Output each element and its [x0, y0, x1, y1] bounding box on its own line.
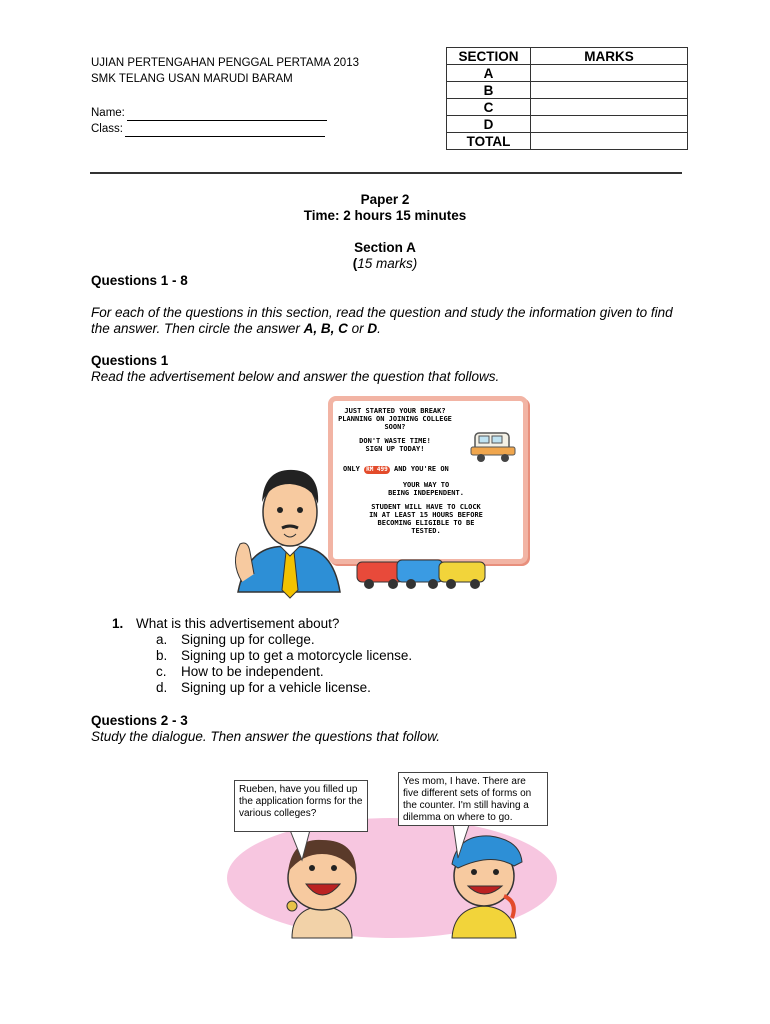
q1-instruction: Read the advertisement below and answer the question that follows.: [91, 369, 500, 384]
ad-line: SIGN UP TODAY!: [365, 445, 425, 453]
marks-table: [446, 47, 688, 150]
option-text: How to be independent.: [181, 664, 324, 679]
option-text: Signing up to get a motorcycle license.: [181, 648, 413, 663]
option-letter: c.: [156, 664, 167, 679]
marks-row-label: D: [447, 116, 531, 133]
q1-heading: Questions 1: [91, 353, 169, 368]
instructions-end: .: [377, 321, 381, 336]
son-speech-bubble: Yes mom, I have. There are five different sets of forms on the counter. I'm still having a dilemma on where to go.: [398, 772, 548, 826]
option-b[interactable]: [112, 648, 412, 664]
questions-range-heading: Questions 1 - 8: [91, 273, 188, 288]
ad-line: JUST STARTED YOUR BREAK?: [344, 407, 446, 415]
marks-cell[interactable]: [531, 116, 688, 133]
marks-open-paren: (: [352, 256, 358, 271]
name-label: Name:: [91, 107, 125, 119]
name-field[interactable]: [127, 108, 327, 121]
ad-line: BECOMING ELIGIBLE TO BE: [377, 519, 475, 527]
paper-title: Paper 2: [360, 192, 410, 207]
mom-speech-bubble: Rueben, have you filled up the application forms for the various colleges?: [234, 780, 368, 832]
option-text: Signing up for college.: [181, 632, 315, 647]
name-field-row: [91, 105, 327, 121]
question-number: 1.: [112, 616, 124, 631]
option-letter: a.: [156, 632, 168, 647]
exam-title: UJIAN PERTENGAHAN PENGGAL PERTAMA 2013: [91, 57, 359, 69]
ad-line: IN AT LEAST 15 HOURS BEFORE: [369, 511, 483, 519]
section-marks: [0, 256, 770, 272]
paper-time: Time: 2 hours 15 minutes: [303, 208, 467, 223]
instructions-options: A, B, C: [303, 321, 348, 336]
ad-price-line: [343, 465, 513, 474]
marks-row-label: B: [447, 82, 531, 99]
ad-text-top: [335, 407, 455, 453]
question-1: [112, 616, 412, 696]
option-letter: b.: [156, 648, 168, 663]
ad-line: BEING INDEPENDENT.: [388, 489, 464, 497]
price-stamp: RM 499: [366, 466, 388, 473]
option-d[interactable]: [112, 680, 412, 696]
q2-instruction: Study the dialogue. Then answer the questions that follow.: [91, 729, 440, 744]
ad-line: TESTED.: [411, 527, 441, 535]
marks-cell[interactable]: [531, 82, 688, 99]
option-letter: d.: [156, 680, 168, 695]
option-c[interactable]: [112, 664, 412, 680]
ad-line: PLANNING ON JOINING COLLEGE: [338, 415, 452, 423]
question-1-stem: [112, 616, 412, 632]
marks-row-label: A: [447, 65, 531, 82]
ad-and: AND YOU'RE ON: [393, 465, 449, 473]
ad-line: SOON?: [384, 423, 406, 431]
ad-board: [328, 396, 528, 564]
instructions-or: or: [347, 321, 368, 336]
ad-text-bottom: [341, 481, 511, 535]
cars-row-icon: [353, 552, 513, 592]
marks-row-label: C: [447, 99, 531, 116]
advertisement-illustration: [228, 392, 528, 592]
header-divider: [90, 172, 682, 174]
ad-line: DON'T WASTE TIME!: [359, 437, 431, 445]
header-school-block: [91, 55, 359, 87]
instructions-text: For each of the questions in this section, read the question and study the information given to find the answer. Then circle the answer: [91, 305, 673, 336]
ad-only: ONLY: [343, 465, 360, 473]
marks-text: 15 marks): [357, 256, 418, 271]
ad-car-icon: [469, 425, 519, 465]
marks-cell[interactable]: [531, 133, 688, 150]
marks-cell[interactable]: [531, 65, 688, 82]
student-fields: [91, 105, 327, 137]
dialogue-illustration: [222, 768, 557, 943]
class-label: Class:: [91, 123, 123, 135]
class-field[interactable]: [125, 124, 325, 137]
school-name: SMK TELANG USAN MARUDI BARAM: [91, 73, 293, 85]
class-field-row: [91, 121, 327, 137]
ad-line: STUDENT WILL HAVE TO CLOCK: [371, 503, 481, 511]
ad-line: YOUR WAY TO: [402, 481, 450, 489]
instructions-last-option: D: [367, 321, 378, 336]
question-stem: What is this advertisement about?: [136, 616, 340, 631]
option-a[interactable]: [112, 632, 412, 648]
section-instructions: [91, 305, 681, 337]
marks-cell[interactable]: [531, 99, 688, 116]
section-title: Section A: [354, 240, 416, 255]
marks-header-section: SECTION: [447, 48, 531, 65]
marks-header-marks: MARKS: [531, 48, 688, 65]
option-text: Signing up for a vehicle license.: [181, 680, 371, 695]
q2-heading: Questions 2 - 3: [91, 713, 188, 728]
marks-row-label: TOTAL: [447, 133, 531, 150]
